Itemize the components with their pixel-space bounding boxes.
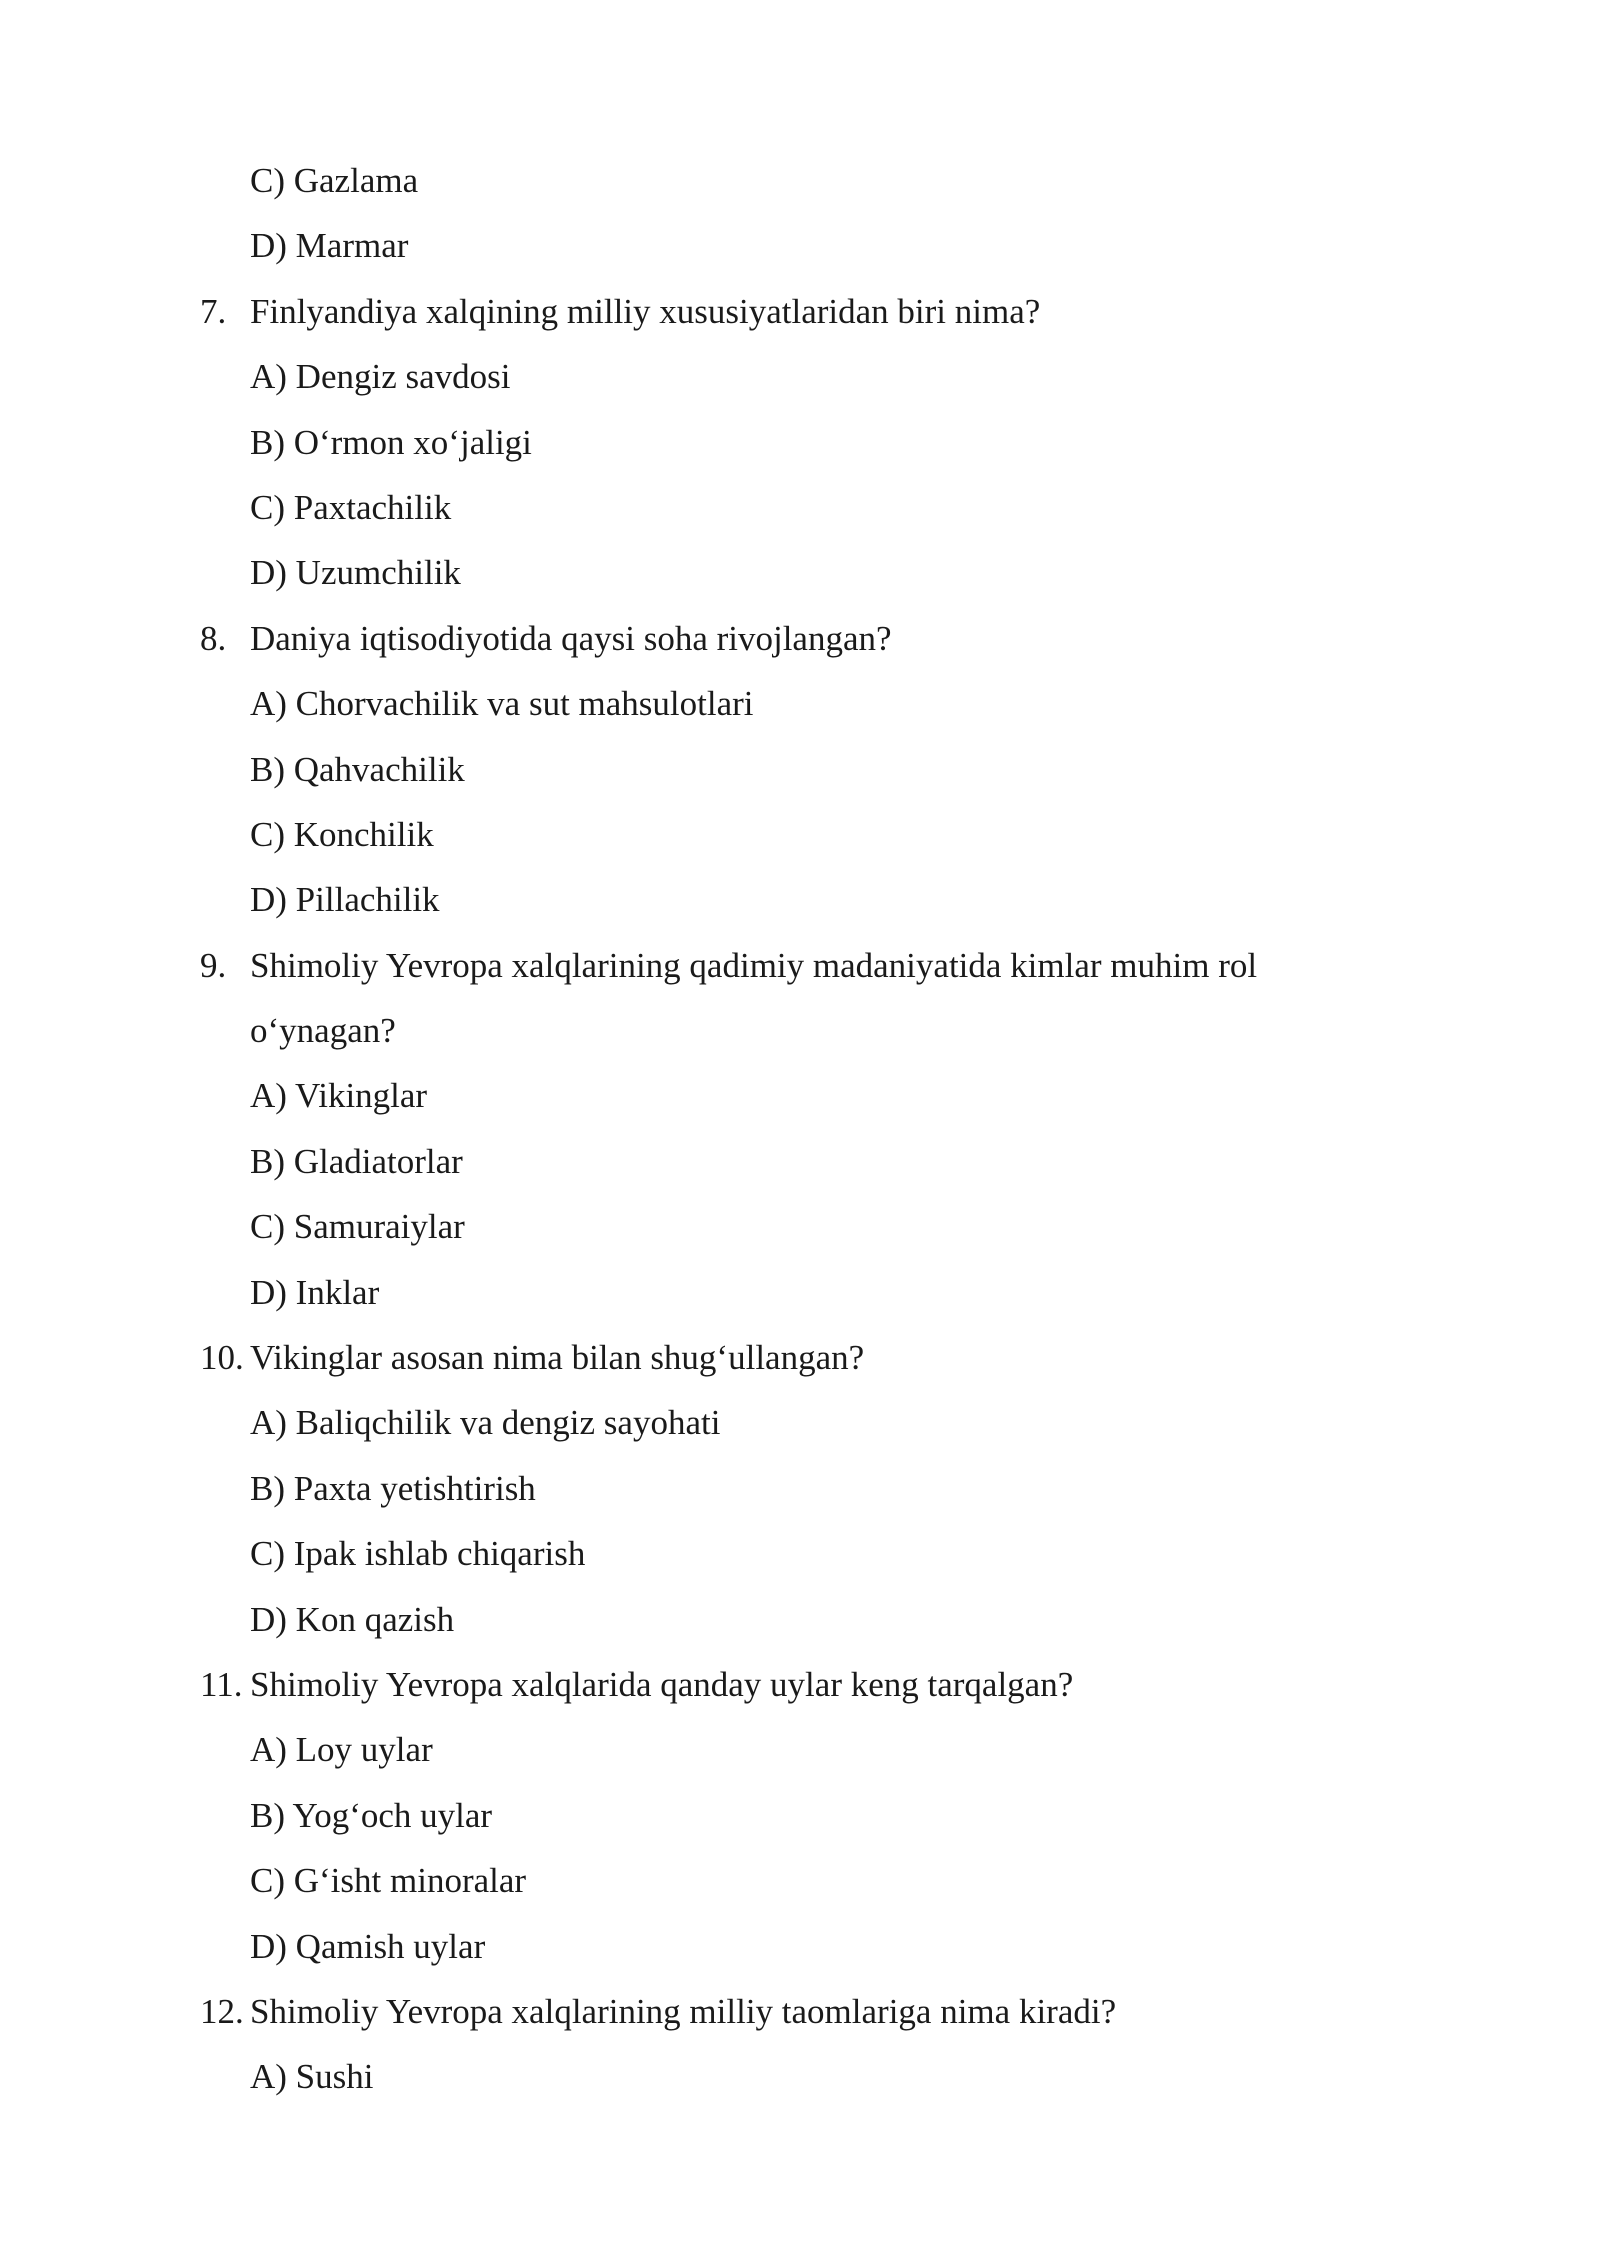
- option-item: C) Samuraiylar: [250, 1207, 465, 1247]
- question-text: Shimoliy Yevropa xalqlarida qanday uylar keng tarqalgan?: [250, 1664, 1074, 1704]
- option-item: D) Pillachilik: [250, 880, 440, 920]
- option-item: C) Ipak ishlab chiqarish: [250, 1534, 586, 1574]
- question-number: 12.: [200, 1991, 244, 2031]
- question-number: 8.: [200, 618, 227, 658]
- question-12: [200, 1979, 1400, 2044]
- question-text-continuation: o‘ynagan?: [250, 1011, 396, 1051]
- option-item: D) Kon qazish: [250, 1599, 455, 1639]
- question-number: 11.: [200, 1664, 243, 1704]
- option-item: A) Baliqchilik va dengiz sayohati: [250, 1403, 721, 1443]
- option-item: B) O‘rmon xo‘jaligi: [250, 422, 532, 462]
- question-number: 9.: [200, 945, 227, 985]
- option-item: D) Marmar: [250, 226, 409, 266]
- option-item: A) Sushi: [250, 2057, 374, 2097]
- question-text: Finlyandiya xalqining milliy xususiyatlaridan biri nima?: [250, 291, 1041, 331]
- question-text: Vikinglar asosan nima bilan shug‘ullangan?: [250, 1338, 865, 1378]
- option-item: B) Paxta yetishtirish: [250, 1468, 536, 1508]
- question-9: [200, 933, 1400, 998]
- question-11: [200, 1652, 1400, 1717]
- option-item: D) Qamish uylar: [250, 1926, 486, 1966]
- option-item: D) Uzumchilik: [250, 553, 461, 593]
- question-text: Shimoliy Yevropa xalqlarining qadimiy madaniyatida kimlar muhim rol: [250, 945, 1258, 985]
- question-10: [200, 1325, 1400, 1390]
- option-item: B) Yog‘och uylar: [250, 1795, 493, 1835]
- option-item: C) Konchilik: [250, 814, 434, 854]
- question-number: 10.: [200, 1338, 244, 1378]
- option-item: A) Loy uylar: [250, 1730, 433, 1770]
- question-text: Daniya iqtisodiyotida qaysi soha rivojlangan?: [250, 618, 892, 658]
- question-8: [200, 606, 1400, 671]
- option-item: C) Gazlama: [250, 161, 419, 200]
- option-item: C) Paxtachilik: [250, 487, 452, 527]
- option-item: A) Dengiz savdosi: [250, 357, 511, 397]
- question-number: 7.: [200, 291, 227, 331]
- question-text: Shimoliy Yevropa xalqlarining milliy taomlariga nima kiradi?: [250, 1991, 1117, 2031]
- option-item: D) Inklar: [250, 1272, 380, 1312]
- option-item: B) Qahvachilik: [250, 749, 465, 789]
- question-7: [200, 279, 1400, 344]
- option-item: C) G‘isht minoralar: [250, 1861, 527, 1901]
- option-item: A) Chorvachilik va sut mahsulotlari: [250, 684, 754, 724]
- quiz-content: [200, 148, 1400, 2110]
- option-item: B) Gladiatorlar: [250, 1141, 463, 1181]
- option-item: A) Vikinglar: [250, 1076, 428, 1116]
